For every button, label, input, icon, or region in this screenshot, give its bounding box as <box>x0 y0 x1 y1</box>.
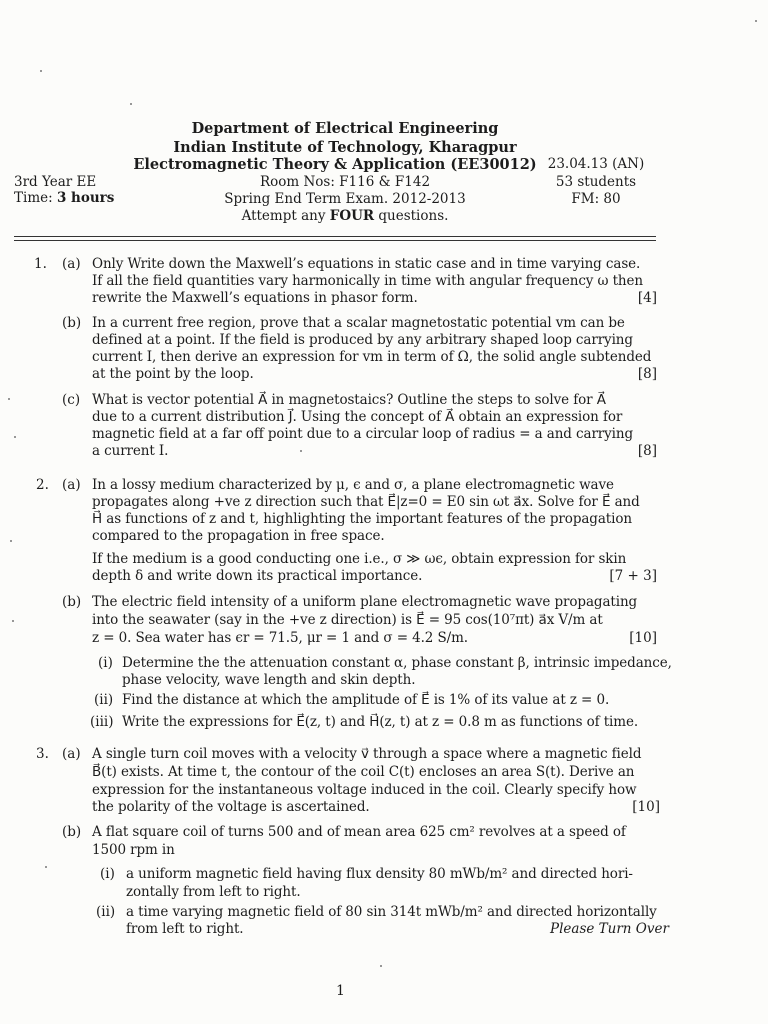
scan-speck <box>12 620 14 622</box>
exam-date: 23.04.13 (AN) <box>547 156 645 172</box>
question-number: 3. <box>36 746 49 762</box>
scan-speck <box>40 70 42 72</box>
q2a-line-1: In a lossy medium characterized by μ, ϵ and σ, a plane electromagnetic wave <box>92 477 614 493</box>
institute-name: Indian Institute of Technology, Kharagpur <box>173 139 517 156</box>
q2b-line-3: z = 0. Sea water has ϵr = 71.5, μr = 1 and σ = 4.2 S/m. <box>92 630 468 646</box>
q2b-iii-line-1: Write the expressions for E⃗(z, t) and H⃗(z, t) at z = 0.8 m as functions of time. <box>122 714 639 730</box>
q1a-line-1: Only Write down the Maxwell’s equations in static case and in time varying case. <box>92 256 641 272</box>
part-label: (a) <box>62 256 81 272</box>
q1b-line-2: defined at a point. If the field is produced by any arbitrary shaped loop carrying <box>92 332 633 348</box>
q2a-line-3: H⃗ as functions of z and t, highlighting the important features of the propagation <box>92 511 632 527</box>
please-turn-over: Please Turn Over <box>550 921 669 937</box>
question-number: 1. <box>34 256 47 272</box>
subpart-label: (iii) <box>90 714 114 730</box>
part-label: (a) <box>62 746 81 762</box>
room-numbers: Room Nos: F116 & F142 <box>259 174 431 190</box>
page-number: 1 <box>336 983 345 999</box>
q3a-line-3: expression for the instantaneous voltage induced in the coil. Clearly specify how <box>92 782 637 798</box>
q3a-line-1: A single turn coil moves with a velocity v⃗ through a space where a magnetic field <box>92 746 642 762</box>
q2b-i-line-2: phase velocity, wave length and skin depth. <box>122 672 416 688</box>
part-label: (b) <box>62 594 82 610</box>
marks: [4] <box>637 290 657 306</box>
instruction: Attempt any FOUR questions. <box>241 208 449 224</box>
header-rule-top <box>14 236 656 237</box>
q3b-ii-line-1: a time varying magnetic field of 80 sin 314t mWb/m² and directed horizontally <box>126 904 657 920</box>
q2b-line-2: into the seawater (say in the +ve z direction) is E⃗ = 95 cos(10⁷πt) a⃗x V/m at <box>92 612 603 628</box>
q2a-line-2: propagates along +ve z direction such that E⃗|z=0 = E0 sin ωt a⃗x. Solve for E⃗ and <box>92 494 640 510</box>
q3a-line-4: the polarity of the voltage is ascertained. <box>92 799 370 815</box>
q1b-line-3: current I, then derive an expression for vm in term of Ω, the solid angle subtended <box>92 349 652 365</box>
q1c-line-4: a current I. <box>92 443 169 459</box>
exam-name: Spring End Term Exam. 2012-2013 <box>224 191 466 207</box>
scan-speck <box>10 540 12 542</box>
scan-speck <box>14 436 16 438</box>
q2a-line-6: depth δ and write down its practical importance. <box>92 568 423 584</box>
q3b-i-line-1: a uniform magnetic field having flux density 80 mWb/m² and directed hori- <box>126 866 633 882</box>
part-label: (a) <box>62 477 81 493</box>
department-name: Department of Electrical Engineering <box>191 120 499 137</box>
q3a-line-2: B⃗(t) exists. At time t, the contour of the coil C(t) encloses an area S(t). Derive an <box>92 764 635 780</box>
q2b-i-line-1: Determine the the attenuation constant α, phase constant β, intrinsic impedance, <box>122 655 672 671</box>
q1b-line-1: In a current free region, prove that a scalar magnetostatic potential vm can be <box>92 315 625 331</box>
q3b-line-1: A flat square coil of turns 500 and of mean area 625 cm² revolves at a speed of <box>92 824 626 840</box>
scan-speck <box>8 398 10 400</box>
scan-speck <box>755 20 757 22</box>
q3b-i-line-2: zontally from left to right. <box>126 884 301 900</box>
subpart-label: (i) <box>98 655 113 671</box>
marks: [10] <box>632 799 660 815</box>
q2a-line-4: compared to the propagation in free space. <box>92 528 385 544</box>
q1a-line-2: If all the field quantities vary harmonically in time with angular frequency ω then <box>92 273 644 289</box>
q1b-line-4: at the point by the loop. <box>92 366 254 382</box>
subpart-label: (ii) <box>94 692 114 708</box>
marks: [7 + 3] <box>609 568 657 584</box>
q1c-line-1: What is vector potential A⃗ in magnetostaics? Outline the steps to solve for A⃗ <box>92 392 606 408</box>
subpart-label: (i) <box>100 866 115 882</box>
q3b-ii-line-2: from left to right. <box>126 921 244 937</box>
scan-speck <box>380 965 382 967</box>
q1c-line-3: magnetic field at a far off point due to a circular loop of radius = a and carrying <box>92 426 634 442</box>
header-rule-bottom <box>14 240 656 241</box>
q2a-line-5: If the medium is a good conducting one i.e., σ ≫ ωϵ, obtain expression for skin <box>92 551 627 567</box>
student-count: 53 students <box>555 174 637 190</box>
q2b-line-1: The electric field intensity of a uniform plane electromagnetic wave propagating <box>92 594 638 610</box>
q3b-line-2: 1500 rpm in <box>92 842 175 858</box>
q1c-line-2: due to a current distribution J⃗. Using the concept of A⃗ obtain an expression for <box>92 409 623 425</box>
time-label: Time: 3 hours <box>14 190 115 206</box>
marks: [8] <box>637 443 657 459</box>
question-number: 2. <box>36 477 49 493</box>
part-label: (b) <box>62 315 82 331</box>
q2b-ii-line-1: Find the distance at which the amplitude of E⃗ is 1% of its value at z = 0. <box>122 692 610 708</box>
marks: [10] <box>629 630 657 646</box>
year-label: 3rd Year EE <box>14 174 97 190</box>
subpart-label: (ii) <box>96 904 116 920</box>
part-label: (c) <box>62 392 81 408</box>
scan-speck <box>300 450 302 452</box>
q1a-line-3: rewrite the Maxwell’s equations in phasor form. <box>92 290 418 306</box>
full-marks: FM: 80 <box>571 191 621 207</box>
marks: [8] <box>637 366 657 382</box>
part-label: (b) <box>62 824 82 840</box>
scan-speck <box>45 866 47 868</box>
scan-speck <box>130 103 132 105</box>
course-title: Electromagnetic Theory & Application (EE30012) <box>133 156 537 173</box>
